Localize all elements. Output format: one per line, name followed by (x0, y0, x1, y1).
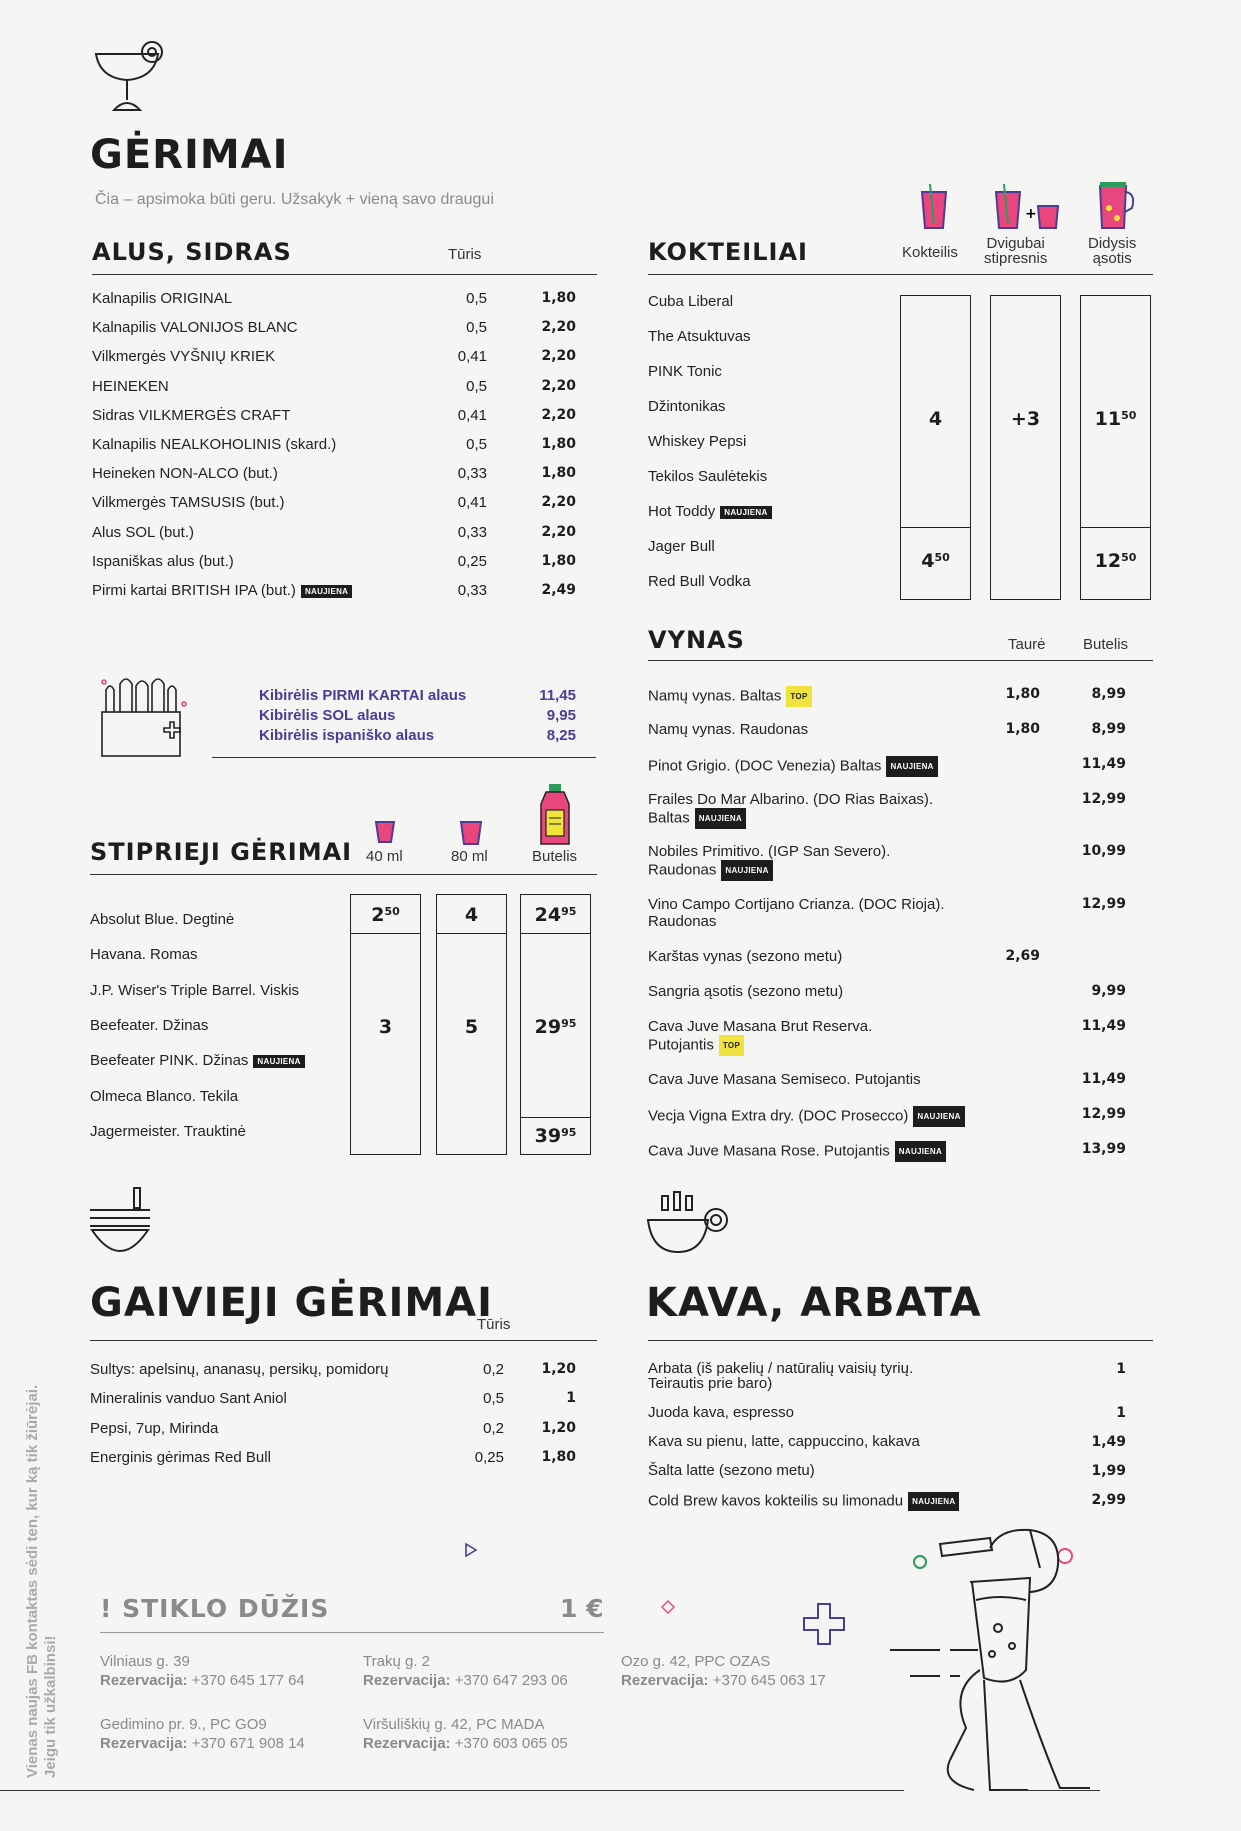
wine-name-line1 (648, 791, 933, 808)
wine-name-line1 (648, 983, 843, 1000)
coffee-row (648, 1463, 815, 1478)
soft-volume: 0,25 (474, 1448, 504, 1466)
spirit-name: J.P. Wiser's Triple Barrel. Viskis (90, 981, 300, 999)
cross-icon (802, 1602, 846, 1651)
bucket-name: Kibirėlis SOL alaus (259, 707, 396, 724)
cocktail-jug-price: $11^{50}$ (1094, 408, 1137, 430)
glass-break-rule (100, 1632, 604, 1633)
spirits-bottle-bottom-price: $39^{95}$ (534, 1125, 577, 1147)
reservation-phone[interactable]: +370 645 177 64 (191, 1672, 305, 1689)
bucket-price: 9,95 (546, 707, 576, 724)
beer-volume: 0,33 (457, 465, 487, 483)
beer-row (92, 319, 298, 336)
location-address: Trakų g. 2 (363, 1653, 430, 1670)
beer-volume: 0,41 (457, 348, 487, 366)
cocktail-double-box (990, 295, 1061, 600)
soft-volume-header: Tūris (477, 1316, 511, 1333)
location-reservation (363, 1734, 568, 1753)
cocktail-name: Hot Toddy (648, 503, 716, 520)
spirit-name: Havana. Romas (90, 946, 198, 964)
coffee-name-line1 (648, 1492, 959, 1511)
cocktail-glass-icon (92, 40, 170, 117)
wine-bottle-price: 11,49 (1081, 1071, 1126, 1087)
new-badge: NAUJIENA (695, 808, 746, 829)
wine-name: Vecja Vigna Extra dry. (DOC Prosecco) (648, 1107, 909, 1125)
wine-name-line1 (648, 948, 842, 965)
coffee-name-line1 (648, 1361, 913, 1376)
diamond-icon (661, 1600, 675, 1619)
bucket-name: Kibirėlis ispaniško alaus (259, 727, 435, 744)
wine-name-line2 (648, 913, 945, 930)
spirits-40ml-header: 40 ml (366, 848, 403, 865)
bucket-price: 11,45 (539, 687, 576, 704)
soft-price: 1,20 (541, 1361, 576, 1377)
coffee-name-line1 (648, 1405, 794, 1420)
reservation-label: Rezervacija: (100, 1735, 188, 1752)
location-block (363, 1715, 568, 1753)
reservation-label: Rezervacija: (621, 1672, 709, 1689)
cocktail-name: Cuba Liberal (648, 293, 734, 310)
reservation-phone[interactable]: +370 647 293 06 (454, 1672, 568, 1689)
soft-volume: 0,2 (483, 1419, 504, 1437)
spirit-row (90, 1123, 246, 1140)
new-badge: NAUJIENA (720, 506, 771, 519)
beer-volume: 0,25 (457, 552, 487, 570)
wine-name-line2 (648, 1035, 872, 1056)
beer-name: HEINEKEN (92, 377, 169, 395)
wine-name-cont: Baltas (648, 809, 690, 827)
cocktail-name: Tekilos Saulėtekis (648, 468, 768, 485)
location-block (100, 1652, 305, 1690)
spirits-bottle-top-price: $24^{95}$ (534, 904, 577, 926)
wine-row (648, 1141, 946, 1162)
beer-price: 1,80 (541, 465, 576, 482)
reservation-phone[interactable]: +370 645 063 17 (712, 1672, 826, 1689)
coffee-row (648, 1492, 959, 1511)
cocktail-icon (918, 182, 950, 235)
beer-volume: 0,5 (466, 377, 487, 395)
cocktail-main-price: 4 (928, 408, 943, 430)
cocktail-row (648, 503, 772, 520)
coffee-name: Kava su pienu, latte, cappuccino, kakava (648, 1433, 920, 1450)
bucket-rule (212, 757, 596, 758)
beer-volume: 0,41 (457, 494, 487, 512)
new-badge: NAUJIENA (895, 1141, 946, 1162)
cocktail-row (648, 573, 751, 590)
wine-bottle-price: 9,99 (1091, 983, 1126, 999)
glass-break-label: ! STIKLO DŪŽIS (100, 1594, 330, 1623)
spirits-rule (90, 874, 597, 875)
page-subtitle: Čia – apsimoka būti geru. Užsakyk + vieną savo draugui (95, 191, 494, 208)
mascot-illustration (880, 1520, 1130, 1805)
coffee-section-title: KAVA, ARBATA (646, 1280, 982, 1326)
spirit-row (90, 1017, 208, 1034)
wine-name-line1 (648, 686, 812, 707)
wine-bottle-price: 12,99 (1081, 1106, 1126, 1122)
cocktails-col2-header: Dvigubai stipresnis (984, 235, 1048, 267)
beer-name: Heineken NON-ALCO (but.) (92, 465, 278, 483)
new-badge: NAUJIENA (721, 860, 772, 881)
wine-row (648, 791, 933, 829)
beer-price: 2,20 (541, 494, 576, 511)
coffee-name-line1 (648, 1434, 920, 1449)
spirit-name: Beefeater. Džinas (90, 1016, 209, 1034)
reservation-label: Rezervacija: (363, 1672, 451, 1689)
beer-row (92, 348, 275, 365)
coffee-price: 1 (1116, 1361, 1126, 1377)
coffee-name: Arbata (iš pakelių / natūralių vaisių tyrių. (648, 1360, 914, 1377)
cocktail-name: Whiskey Pepsi (648, 433, 747, 450)
jug-icon (1096, 178, 1136, 235)
top-badge: TOP (719, 1035, 744, 1056)
wine-name: Cava Juve Masana Brut Reserva. (648, 1018, 873, 1035)
bottom-rule (0, 1790, 904, 1791)
location-reservation (621, 1671, 826, 1690)
cocktail-row (648, 293, 733, 310)
cocktail-row (648, 433, 746, 450)
cocktail-row (648, 398, 726, 415)
coffee-price: 1,99 (1091, 1463, 1126, 1479)
wine-glass-price: 2,69 (1005, 948, 1040, 964)
soft-name: Sultys: apelsinų, ananasų, persikų, pomidorų (90, 1361, 389, 1378)
beer-price: 2,20 (541, 406, 576, 423)
cocktail-name: Džintonikas (648, 398, 726, 415)
beer-price: 2,20 (541, 377, 576, 394)
wine-name-line1 (648, 1071, 921, 1088)
location-address: Ozo g. 42, PPC OZAS (621, 1653, 771, 1670)
wine-name-line1 (648, 1141, 946, 1162)
glass-break-price: 1 € (560, 1594, 604, 1623)
wine-row (648, 983, 843, 1000)
soft-volume: 0,2 (483, 1361, 504, 1378)
cocktail-name: Red Bull Vodka (648, 573, 751, 590)
beer-name: Alus SOL (but.) (92, 523, 194, 541)
cocktails-rule (648, 274, 1153, 275)
wine-bottle-price: 8,99 (1091, 721, 1126, 737)
reservation-phone[interactable]: +370 671 908 14 (191, 1735, 305, 1752)
cocktail-main-alt-price: $4^{50}$ (921, 550, 950, 572)
spirits-section-title: STIPRIEJI GĖRIMAI (90, 838, 353, 866)
spirits-80ml-top-price: 4 (464, 904, 479, 926)
coffee-rule (648, 1340, 1153, 1341)
coffee-price: 1,49 (1091, 1434, 1126, 1450)
wine-glass-header: Taurė (1008, 636, 1046, 653)
new-badge: NAUJIENA (886, 756, 937, 777)
bottle-icon (538, 782, 572, 853)
spirit-row (90, 1052, 305, 1069)
location-reservation (363, 1671, 568, 1690)
location-block (621, 1652, 826, 1690)
location-address: Gedimino pr. 9., PC GO9 (100, 1716, 267, 1733)
wine-name: Namų vynas. Baltas (648, 687, 782, 705)
coffee-row (648, 1361, 913, 1391)
spirit-name: Beefeater PINK. Džinas (90, 1052, 249, 1070)
new-badge: NAUJIENA (301, 585, 352, 598)
spirits-80ml-main-price: 5 (464, 1016, 479, 1038)
wine-name-cont: Raudonas (648, 913, 717, 930)
spirit-row (90, 982, 299, 999)
wine-bottle-price: 11,49 (1081, 756, 1126, 772)
spirits-bottle-header: Butelis (532, 848, 578, 865)
location-address: Vilniaus g. 39 (100, 1653, 190, 1670)
location-reservation (100, 1671, 305, 1690)
beer-name: Sidras VILKMERGĖS CRAFT (92, 406, 291, 424)
wine-bottle-price: 11,49 (1081, 1018, 1126, 1034)
location-address: Viršuliškių g. 42, PC MADA (363, 1716, 545, 1733)
beer-volume: 0,5 (466, 319, 487, 337)
beer-row (92, 465, 278, 482)
soft-volume: 0,5 (483, 1390, 504, 1408)
beer-row (92, 494, 285, 511)
cocktail-row (648, 538, 715, 555)
soft-price: 1 (566, 1390, 576, 1407)
wine-glass-price: 1,80 (1005, 686, 1040, 702)
svg-text:+: + (1025, 206, 1037, 222)
beer-price: 1,80 (541, 436, 576, 452)
top-badge: TOP (786, 686, 811, 707)
play-triangle-icon (464, 1542, 478, 1563)
wine-bottle-price: 12,99 (1081, 791, 1126, 807)
cocktail-row (648, 328, 751, 345)
beer-volume: 0,33 (457, 523, 487, 541)
wine-row (648, 721, 808, 738)
beer-price: 2,20 (541, 523, 576, 540)
wine-bottle-header: Butelis (1083, 636, 1129, 653)
beer-name: Kalnapilis VALONIJOS BLANC (92, 319, 298, 337)
beer-price: 1,80 (541, 290, 576, 306)
wine-row (648, 686, 812, 707)
bucket-price: 8,25 (546, 727, 576, 744)
cocktail-double-price: +3 (1010, 408, 1041, 430)
side-note: Vienas naujas FB kontaktas sėdi ten, kur ką tik žiūrėjai. Jeigu tik užkalbinsi! (24, 1384, 59, 1778)
cocktails-section-title: KOKTEILIAI (648, 238, 808, 266)
wine-name-cont: Raudonas (648, 861, 717, 879)
beer-price: 2,20 (541, 319, 576, 336)
spirits-40ml-main-box (350, 933, 421, 1155)
spirits-80ml-main-box (436, 933, 507, 1155)
spirit-name: Jagermeister. Trauktinė (90, 1122, 246, 1140)
cocktail-name: Jager Bull (648, 538, 715, 555)
page-title: GĖRIMAI (90, 132, 289, 178)
wine-row (648, 1106, 965, 1127)
beer-name: Vilkmergės VYŠNIŲ KRIEK (92, 348, 276, 366)
wine-row (648, 843, 890, 881)
reservation-label: Rezervacija: (363, 1735, 451, 1752)
beer-volume-header: Tūris (448, 246, 482, 263)
new-badge: NAUJIENA (913, 1106, 964, 1127)
soft-name: Energinis gėrimas Red Bull (90, 1448, 271, 1466)
coffee-name-line2: Teirautis prie baro) (648, 1375, 773, 1392)
reservation-label: Rezervacija: (100, 1672, 188, 1689)
double-cocktail-icon (992, 182, 1062, 235)
wine-bottle-price: 12,99 (1081, 896, 1126, 912)
beer-volume: 0,5 (466, 290, 487, 307)
beer-name: Ispaniškas alus (but.) (92, 552, 234, 570)
reservation-phone[interactable]: +370 603 065 05 (454, 1735, 568, 1752)
spirit-row (90, 1088, 238, 1105)
beer-row (92, 436, 336, 453)
wine-name: Cava Juve Masana Rose. Putojantis (648, 1142, 890, 1160)
spirits-bottle-main-price: $29^{95}$ (534, 1016, 577, 1038)
wine-section-title: VYNAS (648, 626, 745, 654)
coffee-name: Cold Brew kavos kokteilis su limonadu (648, 1492, 904, 1510)
wine-name-cont: Putojantis (648, 1036, 714, 1054)
beer-row (92, 553, 234, 570)
beer-bucket-icon (98, 668, 190, 765)
coffee-price: 1 (1116, 1405, 1126, 1421)
new-badge: NAUJIENA (253, 1055, 304, 1068)
wine-bottle-price: 8,99 (1091, 686, 1126, 702)
beer-name: Kalnapilis NEALKOHOLINIS (skard.) (92, 436, 337, 453)
beer-row (92, 407, 290, 424)
cocktail-jug-alt-price: $12^{50}$ (1094, 550, 1137, 572)
wine-bottle-price: 10,99 (1081, 843, 1126, 859)
wine-name-line1 (648, 721, 808, 738)
wine-name-line1 (648, 1018, 872, 1035)
coffee-name: Juoda kava, espresso (648, 1404, 794, 1421)
beer-price: 2,49 (541, 582, 576, 598)
wine-bottle-price: 13,99 (1081, 1141, 1126, 1157)
soft-drink-glass-icon (90, 1186, 154, 1267)
wine-rule (648, 660, 1153, 661)
soft-price: 1,20 (541, 1419, 576, 1436)
beer-row (92, 524, 194, 541)
wine-name-line1 (648, 843, 890, 860)
spirit-name: Olmeca Blanco. Tekila (90, 1087, 239, 1105)
wine-name: Cava Juve Masana Semiseco. Putojantis (648, 1071, 921, 1088)
coffee-price: 2,99 (1091, 1492, 1126, 1508)
wine-name: Pinot Grigio. (DOC Venezia) Baltas (648, 757, 882, 775)
location-reservation (100, 1734, 305, 1753)
soft-name: Pepsi, 7up, Mirinda (90, 1419, 219, 1437)
wine-glass-price: 1,80 (1005, 721, 1040, 737)
coffee-row (648, 1405, 794, 1420)
wine-name: Frailes Do Mar Albarino. (DO Rias Baixas). (648, 791, 934, 808)
soft-price: 1,80 (541, 1448, 576, 1465)
wine-name-line1 (648, 1106, 965, 1127)
cocktail-name: PINK Tonic (648, 363, 722, 380)
beer-row (92, 582, 352, 599)
shot-40ml-icon (374, 820, 396, 849)
beer-volume: 0,5 (466, 436, 487, 453)
coffee-row (648, 1434, 920, 1449)
beer-volume: 0,33 (457, 582, 487, 599)
cocktails-col3-header: Didysis ąsotis (1088, 235, 1137, 267)
bucket-name: Kibirėlis PIRMI KARTAI alaus (259, 687, 467, 704)
spirits-80ml-header: 80 ml (451, 848, 488, 865)
wine-name: Nobiles Primitivo. (IGP San Severo). (648, 843, 891, 860)
wine-row (648, 1071, 921, 1088)
wine-name: Sangria ąsotis (sezono metu) (648, 983, 844, 1000)
wine-name-line1 (648, 896, 945, 913)
soft-rule (90, 1340, 597, 1341)
soft-section-title: GAIVIEJI GĖRIMAI (90, 1280, 494, 1326)
wine-name-line1 (648, 756, 938, 777)
cocktail-name: The Atsuktuvas (648, 328, 751, 345)
cocktails-col1-header: Kokteilis (902, 244, 958, 261)
beer-row (92, 378, 169, 395)
beer-rule (92, 274, 597, 275)
beer-name: Kalnapilis ORIGINAL (92, 290, 233, 307)
wine-name-line2 (648, 860, 890, 881)
coffee-name: Šalta latte (sezono metu) (648, 1462, 815, 1479)
spirit-row (90, 911, 234, 928)
cocktail-row (648, 468, 767, 485)
coffee-cup-icon (646, 1190, 730, 1261)
beer-row (92, 290, 232, 307)
beer-price: 1,80 (541, 552, 576, 569)
wine-name: Vino Campo Cortijano Crianza. (DOC Rioja). (648, 896, 945, 913)
spirits-40ml-main-price: 3 (378, 1016, 393, 1038)
location-block (100, 1715, 305, 1753)
wine-name: Namų vynas. Raudonas (648, 721, 809, 738)
wine-row (648, 756, 938, 777)
coffee-name-line1 (648, 1463, 815, 1478)
beer-name: Vilkmergės TAMSUSIS (but.) (92, 494, 285, 512)
spirit-row (90, 946, 198, 963)
wine-row (648, 948, 842, 965)
beer-name: Pirmi kartai BRITISH IPA (but.) (92, 582, 296, 599)
spirit-name: Absolut Blue. Degtinė (90, 911, 235, 928)
soft-name: Mineralinis vanduo Sant Aniol (90, 1390, 287, 1408)
wine-name: Karštas vynas (sezono metu) (648, 948, 843, 965)
new-badge: NAUJIENA (908, 1492, 959, 1511)
wine-row (648, 1018, 872, 1056)
spirits-40ml-top-price: $2^{50}$ (371, 904, 400, 926)
beer-section-title: ALUS, SIDRAS (92, 238, 292, 266)
bottom-rule-right (1000, 1790, 1100, 1791)
beer-price: 2,20 (541, 348, 576, 365)
cocktail-row (648, 363, 722, 380)
wine-row (648, 896, 945, 930)
beer-volume: 0,41 (457, 406, 487, 424)
location-block (363, 1652, 568, 1690)
shot-80ml-icon (459, 820, 483, 851)
wine-name-line2 (648, 808, 933, 829)
